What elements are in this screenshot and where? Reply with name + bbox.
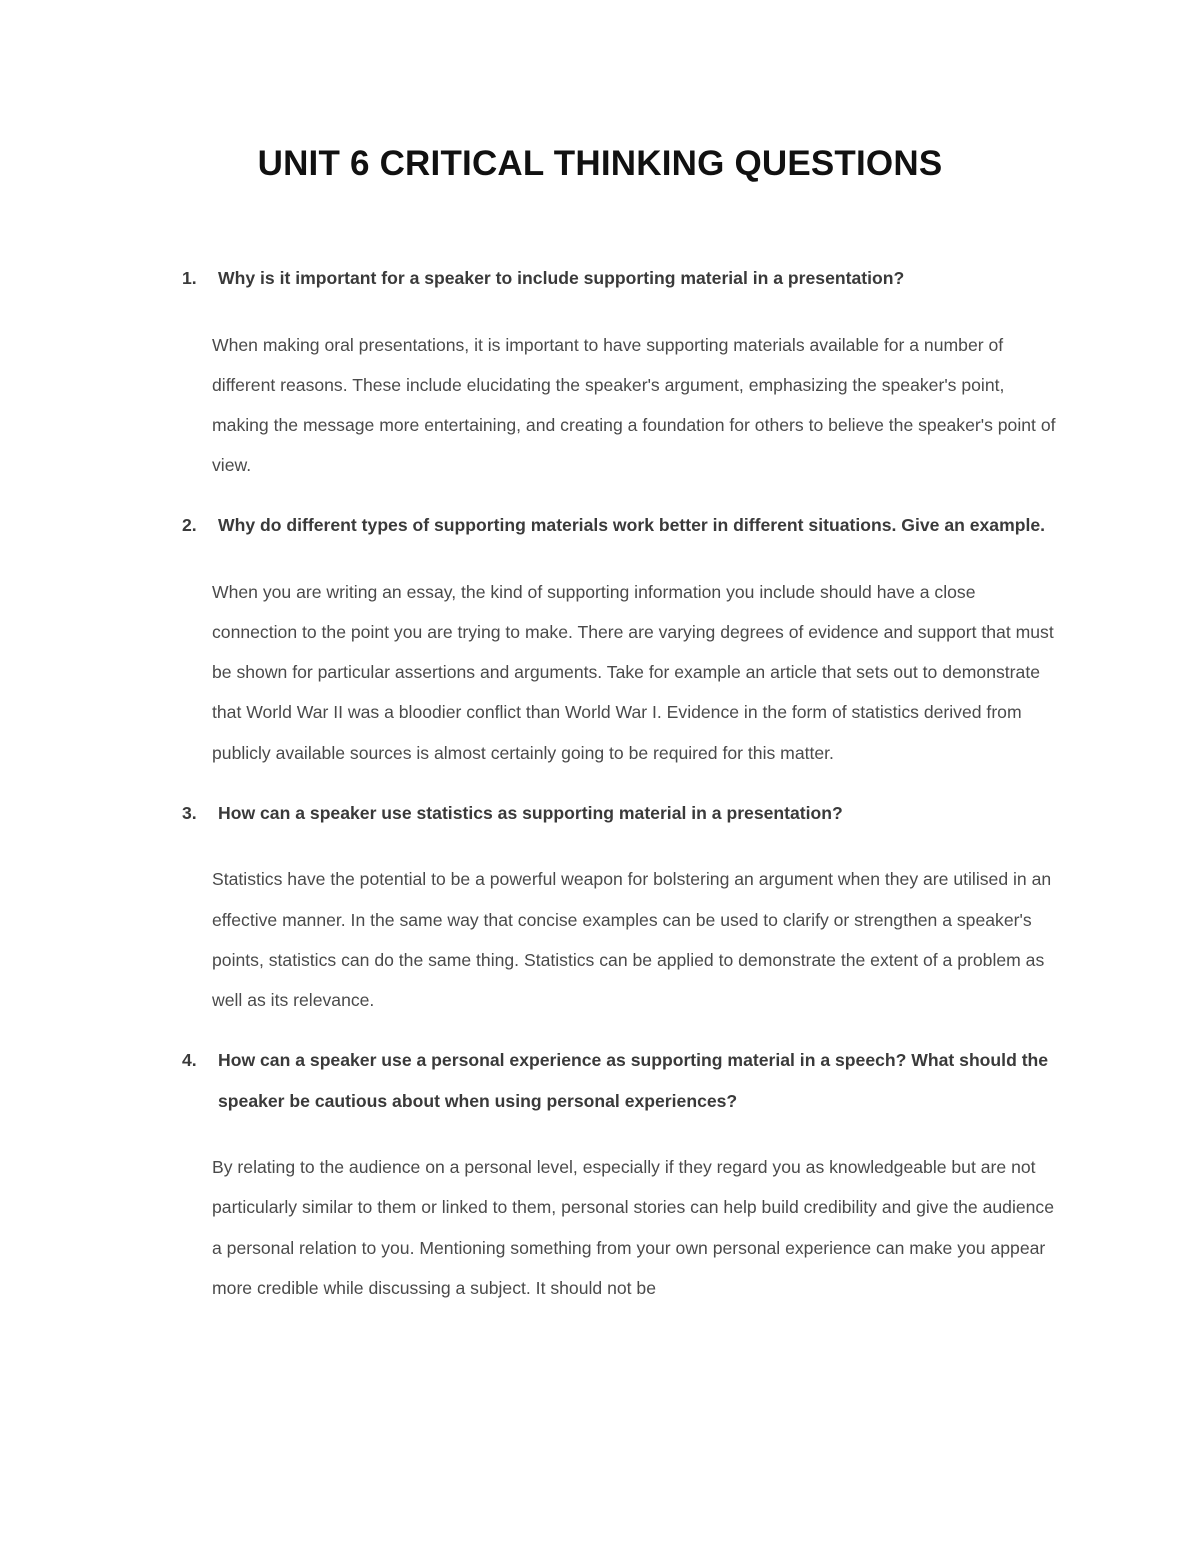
answer-paragraph: Statistics have the potential to be a powerful weapon for bolstering an argument when they are utilised in an effective manner. In the same way that concise examples can be used to clarify or strengthen a speaker's points, statistics can do the same thing. Statistics can be applied to demonstrate the extent of a problem as well as its relevance. (212, 869, 1052, 1010)
question-heading (182, 258, 1068, 299)
answer-paragraph: When making oral presentations, it is important to have supporting materials available for a number of different reasons. These include elucidating the speaker's argument, emphasizing the speaker's point, making the message more entertaining, and creating a foundation for others to believe the speaker's point of view. (212, 334, 1056, 476)
questions-list (0, 258, 1200, 1328)
question-heading (182, 1040, 1068, 1121)
answer-paragraph: When you are writing an essay, the kind of supporting information you include should have a close connection to the point you are trying to make. There are varying degrees of evidence and support that must be shown for particular assertions and arguments. Take for example an article that sets out to demonstrate that World War II was a bloodier conflict than World War I. Evidence in the form of statistics derived from publicly available sources is almost certainly going to be required for this matter. (212, 581, 1054, 763)
question-item-1 (0, 258, 1200, 485)
question-heading (182, 505, 1068, 546)
question-number: 3. (182, 802, 197, 823)
page-title: UNIT 6 CRITICAL THINKING QUESTIONS (257, 144, 943, 183)
question-heading (182, 793, 1068, 834)
question-text: Why is it important for a speaker to include supporting material in a presentation? (218, 268, 905, 288)
question-item-4 (0, 1040, 1200, 1308)
question-number: 4. (182, 1050, 197, 1071)
answer-paragraph: By relating to the audience on a personal level, especially if they regard you as knowledgeable but are not particularly similar to them or linked to them, personal stories can help build credibility and give the audience a personal relation to you. Mentioning something from your own personal experience can make you appear more credible while discussing a subject. It should not be (212, 1157, 1055, 1298)
question-text: How can a speaker use statistics as supporting material in a presentation? (218, 802, 843, 823)
question-number: 2. (182, 515, 197, 536)
question-item-2 (0, 505, 1200, 773)
question-number: 1. (182, 268, 197, 288)
question-item-3 (0, 793, 1200, 1020)
question-text: Why do different types of supporting materials work better in different situations. Give an example. (218, 515, 1046, 536)
question-text: How can a speaker use a personal experience as supporting material in a speech? What should the speaker be cautious about when using personal experiences? (218, 1050, 1049, 1111)
